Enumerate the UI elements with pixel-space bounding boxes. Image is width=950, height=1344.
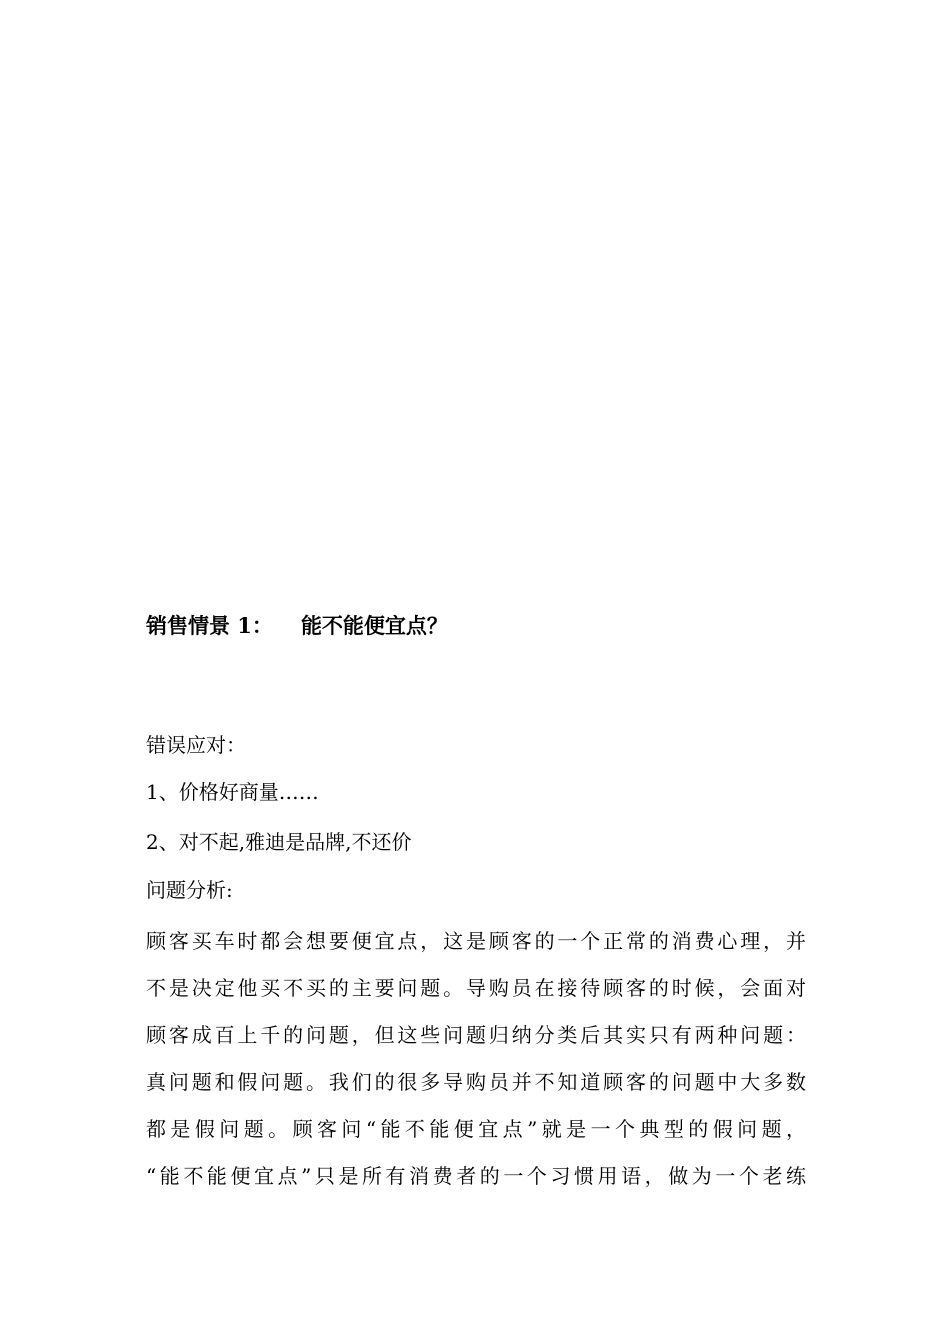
analysis-heading: 问题分析: (146, 878, 233, 902)
paragraph-line: 不是决定他买不买的主要问题。导购员在接待顾客的时候，会面对 (146, 976, 806, 1000)
wrong-response-item-2: 2、对不起,雅迪是品牌,不还价 (146, 830, 412, 854)
paragraph-line: “能不能便宜点”只是所有消费者的一个习惯用语，做为一个老练 (146, 1164, 806, 1188)
paragraph-line: 真问题和假问题。我们的很多导购员并不知道顾客的问题中大多数 (146, 1070, 806, 1094)
scenario-heading (146, 611, 448, 641)
wrong-response-heading: 错误应对： (146, 733, 246, 757)
analysis-paragraph (146, 918, 806, 1200)
paragraph-line: 顾客成百上千的问题，但这些问题归纳分类后其实只有两种问题： (146, 1023, 806, 1047)
paragraph-line: 顾客买车时都会想要便宜点，这是顾客的一个正常的消费心理，并 (146, 929, 806, 953)
wrong-response-item-1: 1、价格好商量…… (146, 780, 319, 804)
scenario-label: 销售情景 1： (146, 613, 273, 638)
scenario-title: 能不能便宜点？ (300, 613, 448, 638)
paragraph-line: 都是假问题。顾客问“能不能便宜点”就是一个典型的假问题， (146, 1117, 806, 1141)
